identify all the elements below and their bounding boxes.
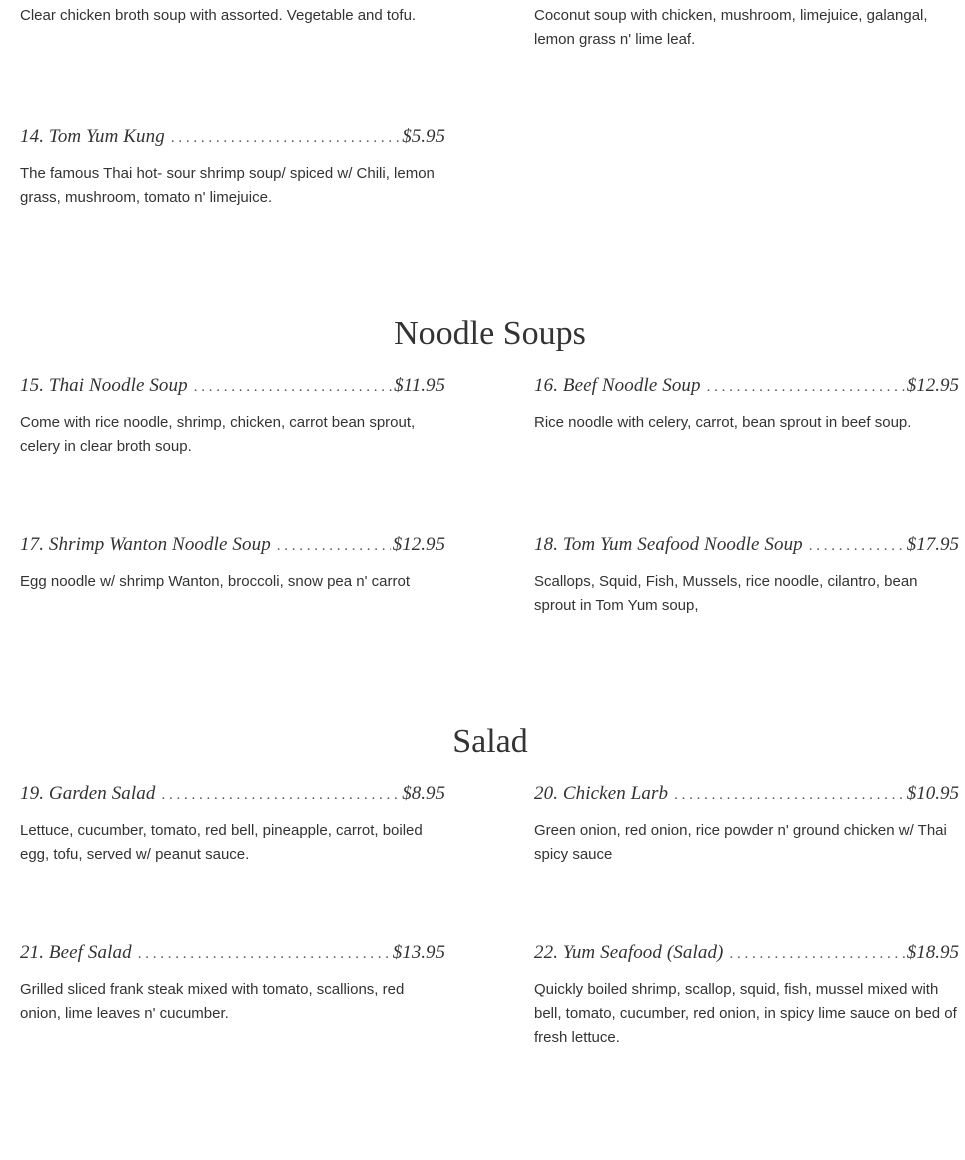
item-description: Lettuce, cucumber, tomato, red bell, pineapple, carrot, boiled egg, tofu, served w/ peanut sauce. <box>20 822 423 863</box>
item-description: Scallops, Squid, Fish, Mussels, rice noodle, cilantro, bean sprout in Tom Yum soup, <box>534 573 918 614</box>
menu-item <box>534 942 959 1050</box>
item-price: $5.95 <box>402 126 445 147</box>
dot-leader <box>730 947 905 962</box>
dot-leader <box>809 539 905 554</box>
section-title-noodle-soups: Noodle Soups <box>394 315 586 352</box>
item-description: Rice noodle with celery, carrot, bean sprout in beef soup. <box>534 414 912 431</box>
item-price: $11.95 <box>394 375 445 396</box>
item-price: $12.95 <box>906 375 959 396</box>
menu-item <box>534 375 959 435</box>
dot-leader <box>277 539 391 554</box>
item-price: $13.95 <box>392 942 445 963</box>
item-price: $8.95 <box>402 783 445 804</box>
item-description: Come with rice noodle, shrimp, chicken, carrot bean sprout, celery in clear broth soup. <box>20 414 416 455</box>
item-name: 15. Thai Noodle Soup <box>20 375 188 396</box>
dot-leader <box>674 788 905 803</box>
item-name: 21. Beef Salad <box>20 942 132 963</box>
item-price: $10.95 <box>906 783 959 804</box>
item-description: The famous Thai hot- sour shrimp soup/ spiced w/ Chili, lemon grass, mushroom, tomato n' limejuice. <box>20 165 435 206</box>
menu-item <box>534 534 959 618</box>
menu-item <box>20 534 445 594</box>
item-description: Clear chicken broth soup with assorted. Vegetable and tofu. <box>20 7 417 24</box>
item-name: 16. Beef Noodle Soup <box>534 375 701 396</box>
dot-leader <box>171 131 400 146</box>
item-description: Coconut soup with chicken, mushroom, limejuice, galangal, lemon grass n' lime leaf. <box>534 7 928 48</box>
dot-leader <box>707 380 905 395</box>
menu-item <box>20 783 445 867</box>
dot-leader <box>138 947 391 962</box>
section-title-salad: Salad <box>452 723 528 760</box>
item-name: 18. Tom Yum Seafood Noodle Soup <box>534 534 803 555</box>
item-description: Green onion, red onion, rice powder n' ground chicken w/ Thai spicy sauce <box>534 822 947 863</box>
item-description: Egg noodle w/ shrimp Wanton, broccoli, snow pea n' carrot <box>20 573 410 590</box>
item-description: Quickly boiled shrimp, scallop, squid, fish, mussel mixed with bell, tomato, cucumber, red onion, in spicy lime sauce on bed of fresh lettuce. <box>534 981 957 1046</box>
item-name: 22. Yum Seafood (Salad) <box>534 942 724 963</box>
item-name: 14. Tom Yum Kung <box>20 126 165 147</box>
menu-item <box>534 783 959 867</box>
item-description: Grilled sliced frank steak mixed with tomato, scallions, red onion, lime leaves n' cucumber. <box>20 981 405 1022</box>
item-name: 19. Garden Salad <box>20 783 156 804</box>
dot-leader <box>161 788 400 803</box>
item-price: $12.95 <box>392 534 445 555</box>
menu-item <box>20 375 445 459</box>
dot-leader <box>194 380 392 395</box>
item-price: $17.95 <box>906 534 959 555</box>
menu-item <box>20 126 445 210</box>
item-name: 17. Shrimp Wanton Noodle Soup <box>20 534 271 555</box>
item-price: $18.95 <box>906 942 959 963</box>
item-name: 20. Chicken Larb <box>534 783 669 804</box>
menu-item <box>20 942 445 1026</box>
